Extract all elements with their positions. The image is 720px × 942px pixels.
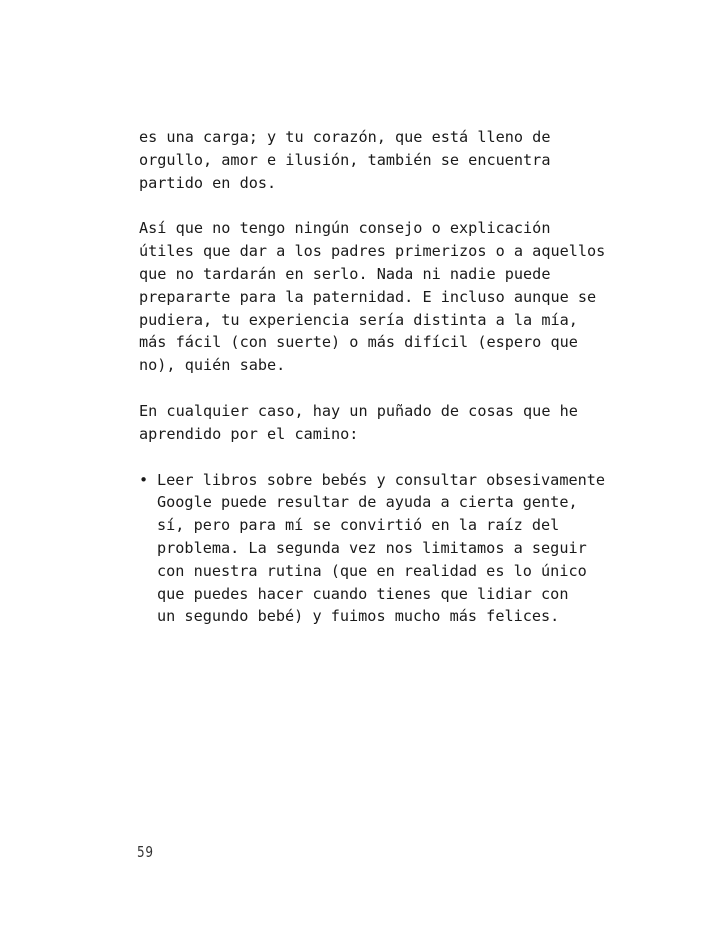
text-line: sí, pero para mí se convirtió en la raíz del xyxy=(157,516,560,535)
bullet-marker: • xyxy=(139,470,149,489)
text-line: orgullo, amor e ilusión, también se encuentra xyxy=(139,150,551,169)
text-line: aprendido por el camino: xyxy=(139,424,359,443)
page-body xyxy=(139,126,606,628)
text-line: En cualquier caso, hay un puñado de cosas que he xyxy=(139,401,578,420)
text-line: es una carga; y tu corazón, que está lleno de xyxy=(139,128,551,146)
text-line: más fácil (con suerte) o más difícil (espero que xyxy=(139,333,578,352)
paragraph-1 xyxy=(139,126,599,194)
page-number: 59 xyxy=(137,843,154,861)
text-line: Así que no tengo ningún consejo o explicación xyxy=(139,219,551,238)
text-line: que no tardarán en serlo. Nada ni nadie puede xyxy=(139,264,551,283)
text-line: un segundo bebé) y fuimos mucho más felices. xyxy=(157,607,560,626)
paragraph-3 xyxy=(139,400,599,446)
bullet-list xyxy=(139,469,606,629)
text-line: partido en dos. xyxy=(139,173,277,192)
paragraph-2 xyxy=(139,217,606,377)
text-line: no), quién sabe. xyxy=(139,356,286,375)
text-line: que puedes hacer cuando tienes que lidiar con xyxy=(157,584,569,603)
text-line: Google puede resultar de ayuda a cierta gente, xyxy=(157,493,578,512)
list-item xyxy=(139,469,606,629)
text-line: problema. La segunda vez nos limitamos a seguir xyxy=(157,538,587,557)
text-line: útiles que dar a los padres primerizos o a aquellos xyxy=(139,242,606,261)
text-line: pudiera, tu experiencia sería distinta a la mía, xyxy=(139,310,578,329)
text-line: prepararte para la paternidad. E incluso aunque se xyxy=(139,287,597,306)
text-line: con nuestra rutina (que en realidad es lo único xyxy=(157,561,587,580)
text-line: Leer libros sobre bebés y consultar obsesivamente xyxy=(157,470,606,489)
